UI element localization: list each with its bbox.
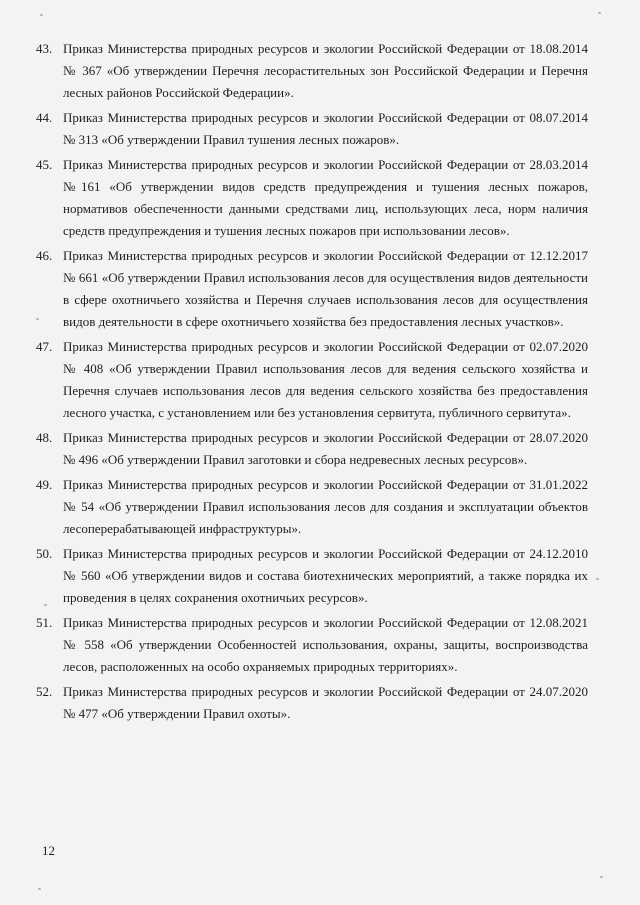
item-number: 52. — [36, 684, 53, 699]
list-item — [36, 543, 588, 609]
item-number: 48. — [36, 430, 53, 445]
scan-speck — [36, 318, 39, 320]
page-number: 12 — [42, 843, 55, 858]
item-text: Приказ Министерства природных ресурсов и экологии Российской Федерации от 12.08.2021 № 558 «Об утверждении Особенностей использования, охраны, защиты, воспроизводства лесов, расположенных на особо охраняемых природных территориях». — [63, 615, 588, 674]
item-number: 44. — [36, 110, 53, 125]
item-number: 46. — [36, 248, 53, 263]
scan-speck — [600, 876, 603, 878]
list-item — [36, 681, 588, 725]
list-item — [36, 38, 588, 104]
scan-speck — [598, 12, 601, 14]
item-text: Приказ Министерства природных ресурсов и экологии Российской Федерации от 31.01.2022 № 54 «Об утверждении Правил использования лесов для создания и эксплуатации объектов лесоперерабатывающей инфраструктуры». — [63, 477, 588, 536]
item-number: 49. — [36, 477, 53, 492]
list-item — [36, 474, 588, 540]
list-item — [36, 154, 588, 242]
scan-speck — [40, 14, 43, 16]
scan-speck — [44, 604, 47, 606]
item-number: 43. — [36, 41, 53, 56]
item-text: Приказ Министерства природных ресурсов и экологии Российской Федерации от 28.03.2014 №161 «Об утверждении видов средств предупреждения и тушения лесных пожаров, нормативов обеспеченности данными средствами лиц, использующих леса, норм наличия средств предупреждения и тушения лесных пожаров при использовании лесов». — [63, 157, 588, 238]
item-text: Приказ Министерства природных ресурсов и экологии Российской Федерации от 12.12.2017 № 661 «Об утверждении Правил использования лесов для осуществления видов деятельности в сфере охотничьего хозяйства и Перечня случаев использования лесов для осуществления видов деятельности в сфере охотничьего хозяйства без предоставления лесных участков». — [63, 248, 588, 329]
item-text: Приказ Министерства природных ресурсов и экологии Российской Федерации от 28.07.2020 № 496 «Об утверждении Правил заготовки и сбора недревесных лесных ресурсов». — [63, 430, 588, 467]
item-number: 47. — [36, 339, 53, 354]
item-text: Приказ Министерства природных ресурсов и экологии Российской Федерации от 24.07.2020 № 477 «Об утверждении Правил охоты». — [63, 684, 588, 721]
item-number: 45. — [36, 157, 53, 172]
list-item — [36, 245, 588, 333]
item-number: 50. — [36, 546, 53, 561]
list-item — [36, 336, 588, 424]
scan-speck — [38, 888, 41, 890]
list-item — [36, 107, 588, 151]
item-text: Приказ Министерства природных ресурсов и экологии Российской Федерации от 02.07.2020 № 408 «Об утверждении Правил использования лесов для ведения сельского хозяйства и Перечня случаев использования лесов для ведения сельского хозяйства без предоставления лесного участка, с установлением или без установления сервитута, публичного сервитута». — [63, 339, 588, 420]
list-item — [36, 612, 588, 678]
item-text: Приказ Министерства природных ресурсов и экологии Российской Федерации от 08.07.2014 № 313 «Об утверждении Правил тушения лесных пожаров». — [63, 110, 588, 147]
item-text: Приказ Министерства природных ресурсов и экологии Российской Федерации от 24.12.2010 № 560 «Об утверждении видов и состава биотехнических мероприятий, а также порядка их проведения в целях сохранения охотничьих ресурсов». — [63, 546, 588, 605]
item-number: 51. — [36, 615, 53, 630]
scan-speck — [596, 578, 599, 580]
list-item — [36, 427, 588, 471]
regulation-list — [36, 38, 588, 728]
item-text: Приказ Министерства природных ресурсов и экологии Российской Федерации от 18.08.2014 № 367 «Об утверждении Перечня лесорастительных зон Российской Федерации и Перечня лесных районов Российской Федерации». — [63, 41, 588, 100]
